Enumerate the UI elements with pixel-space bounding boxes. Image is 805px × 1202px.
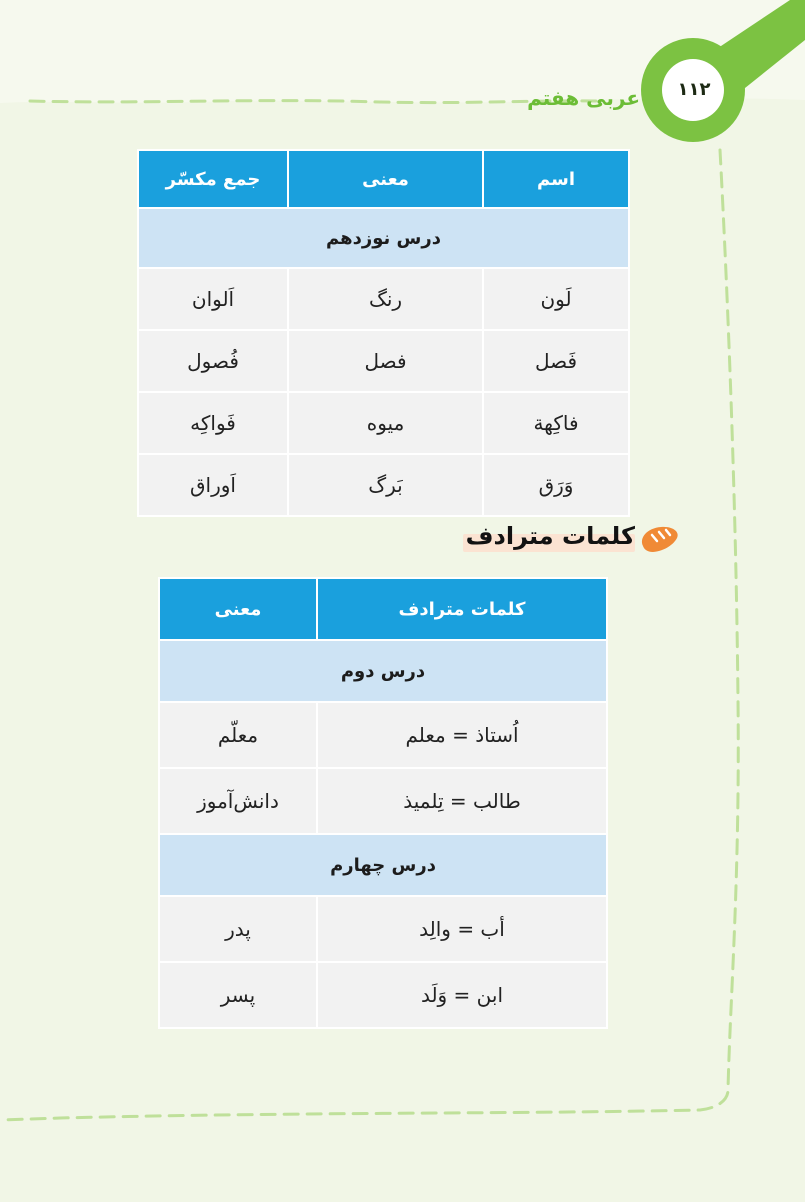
table-cell: فصل xyxy=(288,330,483,392)
table-cell: رنگ xyxy=(288,268,483,330)
table-cell: معلّم xyxy=(159,702,317,768)
table-row xyxy=(159,702,607,768)
table-header-row xyxy=(159,578,607,640)
table-header-row xyxy=(138,150,629,208)
table-cell: فُصول xyxy=(138,330,288,392)
table-cell: وَرَق xyxy=(483,454,629,516)
heading-title: کلمات مترادف xyxy=(465,522,635,550)
column-header: معنی xyxy=(159,578,317,640)
section-title: درس نوزدهم xyxy=(138,208,629,268)
table-cell: لَون xyxy=(483,268,629,330)
section-row xyxy=(159,640,607,702)
synonyms-table xyxy=(158,577,608,1029)
section-title: درس دوم xyxy=(159,640,607,702)
table-row xyxy=(138,454,629,516)
table-cell: فَصل xyxy=(483,330,629,392)
column-header: اسم xyxy=(483,150,629,208)
table-cell: فَواکِه xyxy=(138,392,288,454)
table-row xyxy=(138,330,629,392)
section-row xyxy=(159,834,607,896)
page-number: ۱۱۲ xyxy=(677,79,711,100)
table-row xyxy=(159,896,607,962)
table-cell: پسر xyxy=(159,962,317,1028)
table-row xyxy=(138,268,629,330)
table-cell: دانش‌آموز xyxy=(159,768,317,834)
section-title: درس چهارم xyxy=(159,834,607,896)
section-row xyxy=(138,208,629,268)
table-cell: اَوراق xyxy=(138,454,288,516)
column-header: کلمات مترادف xyxy=(317,578,607,640)
table-cell: أب = والِد xyxy=(317,896,607,962)
table-cell: پدر xyxy=(159,896,317,962)
table-cell: بَرگ xyxy=(288,454,483,516)
table-cell: اُستاذ = معلم xyxy=(317,702,607,768)
table-row xyxy=(159,962,607,1028)
table-cell: طالب = تِلمیذ xyxy=(317,768,607,834)
table-row xyxy=(138,392,629,454)
bread-icon xyxy=(637,524,681,554)
table-row xyxy=(159,768,607,834)
plural-nouns-table xyxy=(137,149,630,517)
book-title: عربی هفتم xyxy=(527,86,640,110)
table-cell: میوه xyxy=(288,392,483,454)
table-cell: ابن = وَلَد xyxy=(317,962,607,1028)
column-header: معنی xyxy=(288,150,483,208)
table-cell: فاکِهة xyxy=(483,392,629,454)
table-cell: اَلوان xyxy=(138,268,288,330)
column-header: جمع مکسّر xyxy=(138,150,288,208)
synonyms-heading xyxy=(455,518,685,558)
